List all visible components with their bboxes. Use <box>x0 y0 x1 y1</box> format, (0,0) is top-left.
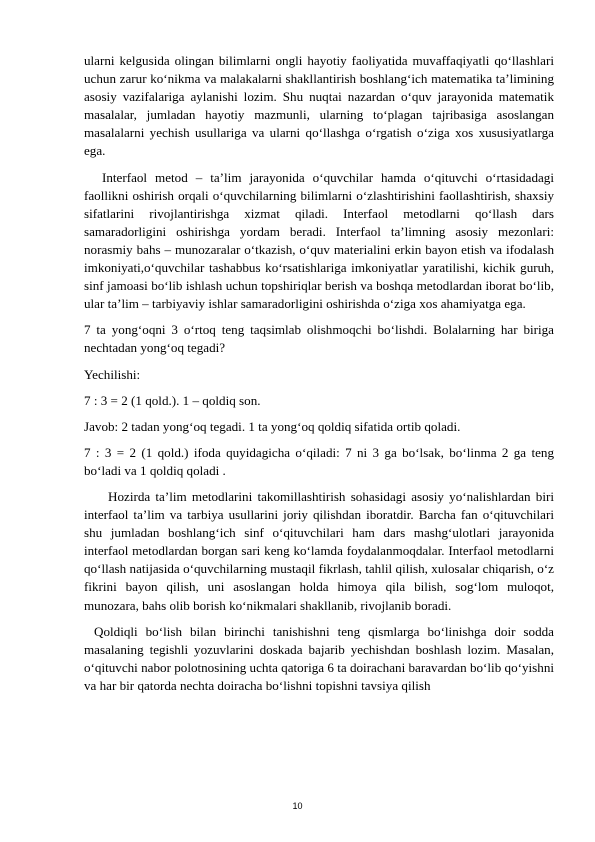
paragraph-remainder-division: Qoldiqli bo‘lish bilan birinchi tanishishni teng qismlarga bo‘linishga doir sodda masalaning tegishli yozuvlarini doskada bajarib yechishdan boshlash lozim. Masalan, o‘qituvchi nabor polotnosining uchta qatoriga 6 ta doirachani baravardan bo‘lib qo‘yishni va har bir qatorda nechta doiracha bo‘lishni topishni tavsiya qilish <box>84 623 554 693</box>
paragraph-solution-heading: Yechilishi: <box>84 366 141 382</box>
paragraph-modern-methods: Hozirda ta’lim metodlarini takomillashtirish sohasidagi asosiy yo‘nalishlardan biri interfaol ta’lim va tarbiya usullarini joriy qilishdan iboratdir. Barcha fan o‘qituvchilari shu jumladan boshlang‘ich sinf o‘qituvchilari ham dars mashg‘ulotlari jarayonida interfaol metodlardan borgan sari keng ko‘lamda foydalanmoqdalar. Interfaol metodlarni qo‘llash natijasida o‘quvchilarning mustaqil fikrlash, tahlil qilish, xulosalar chiqarish, o‘z fikrini bayon qilish, uni asoslangan holda himoya qila bilish, sog‘lom muloqot, munozara, bahs olib borish ko‘nikmalari shakllanib, rivojlanib boradi. <box>84 488 554 613</box>
paragraph-problem: 7 ta yong‘oqni 3 o‘rtoq teng taqsimlab olishmoqchi bo‘lishdi. Bolalarning har biriga nechtadan yong‘oq tegadi? <box>84 322 554 356</box>
paragraph-answer: Javob: 2 tadan yong‘oq tegadi. 1 ta yong‘oq qoldiq sifatida ortib qoladi. <box>84 418 461 434</box>
paragraph-reading: 7 : 3 = 2 (1 qold.) ifoda quyidagicha o‘qiladi: 7 ni 3 ga bo‘lsak, bo‘linma 2 ga teng bo‘ladi va 1 qoldiq qoladi . <box>84 444 554 478</box>
document-page <box>84 52 554 703</box>
page-number: 10 <box>292 801 303 811</box>
paragraph-intro: ularni kelgusida olingan bilimlarni ongli hayotiy faoliyatida muvaffaqiyatli qo‘llashlari uchun zarur ko‘nikma va malakalarni shakllantirish boshlang‘ich matematika ta’limining asosiy vazifalariga aylanishi lozim. Shu nuqtai nazardan o‘quv jarayonida matematik masalalar, jumladan hayotiy mazmunli, ularning to‘plagan tajribasiga asoslangan masalalarni yechish usullariga va ularni qo‘llashga o‘rgatish o‘ziga xos xususiyatlarga ega. <box>84 53 554 159</box>
paragraph-solution-step: 7 : 3 = 2 (1 qold.). 1 – qoldiq son. <box>84 392 261 408</box>
paragraph-interactive-method: Interfaol metod – ta’lim jarayonida o‘quvchilar hamda o‘qituvchi o‘rtasidadagi faollikni oshirish orqali o‘quvchilarning bilimlarni o‘zlashtirishini faollashtirish, shaxsiy sifatlarini rivojlantirishga xizmat qiladi. Interfaol metodlarni qo‘llash dars samaradorligini oshirishga yordam beradi. Interfaol ta’limning asosiy mezonlari: norasmiy bahs – munozaralar o‘tkazish, o‘quv materialini erkin bayon etish va ifodalash imkoniyati,o‘quvchilar tashabbus ko‘rsatishlariga imkoniyatlar yaratilishi, kichik guruh, sinf jamoasi bo‘lib ishlash uchun topshiriqlar berish va boshqa metodlardan iborat bo‘lib, ular ta’lim – tarbiyaviy ishlar samaradorligini oshirishda o‘ziga xos ahamiyatga ega. <box>84 169 554 312</box>
